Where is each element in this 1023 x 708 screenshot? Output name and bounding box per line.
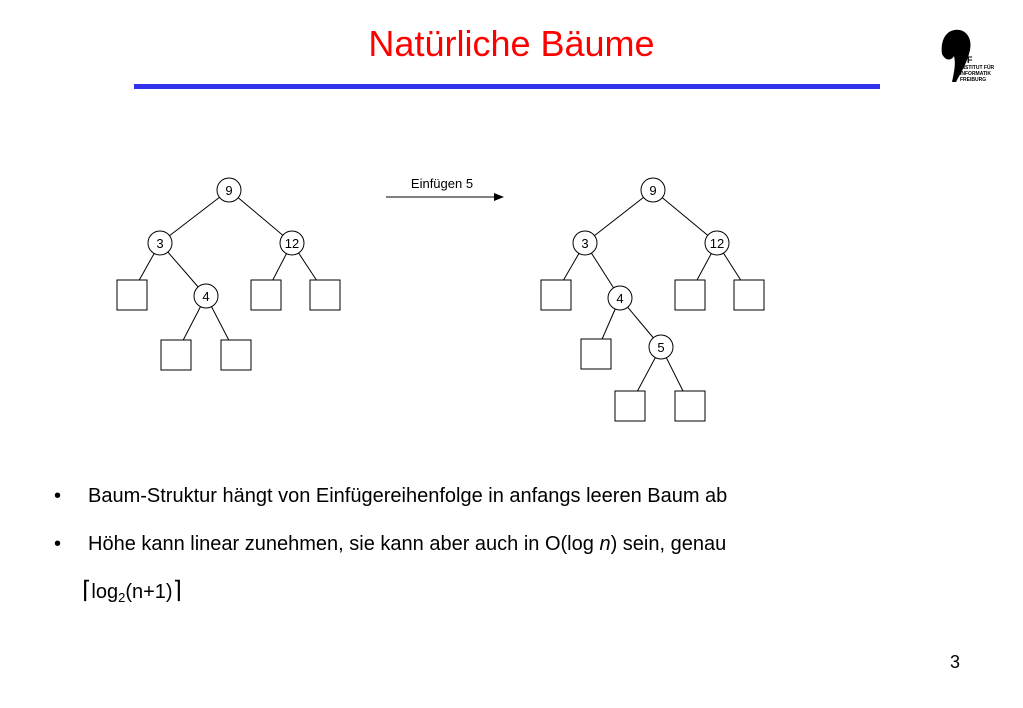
leaf-node [161,340,191,370]
node-label: 4 [616,291,624,306]
leaf-node [581,339,611,369]
node-label: 3 [581,236,589,251]
leaf-node [251,280,281,310]
leaf-node [117,280,147,310]
bullet-marker: • [54,533,62,555]
formula-log: log [91,581,119,603]
tree-before-edges [132,190,325,354]
leaf-node [675,280,705,310]
leaf-node [541,280,571,310]
node-label: 12 [709,236,725,251]
ceil-left: ⌈ [82,577,92,604]
node-label: 5 [657,340,665,355]
bullet-marker: • [54,485,62,507]
tree-after-edges [556,190,749,405]
slide-title: Natürliche Bäume [368,23,655,64]
bullet-text [88,531,726,557]
node-label: 12 [284,236,300,251]
leaf-node [310,280,340,310]
node-label: 4 [202,289,210,304]
leaf-node [675,391,705,421]
node-label: 9 [649,183,657,198]
tree-after-nodes [573,178,729,359]
bullet-text-after: ) sein, genau [610,533,727,555]
height-formula [82,578,182,605]
formula-arg: (n+1) [125,581,173,603]
formula-base: 2 [118,590,126,605]
bullet-text-italic: n [599,533,611,555]
leaf-node [615,391,645,421]
leaf-node [221,340,251,370]
logo-line: FREIBURG [960,77,987,83]
arrow-head-icon [494,193,504,201]
logo-line: INSTITUT FÜR [960,65,995,71]
page-number: 3 [950,652,961,672]
node-label: 3 [156,236,164,251]
arrow-label: Einfügen 5 [410,176,474,191]
bullet-text: Baum-Struktur hängt von Einfügereihenfolge in anfangs leeren Baum ab [88,485,728,507]
leaf-node [734,280,764,310]
ceil-right: ⌉ [172,577,182,604]
tree-before-leaves [117,280,340,370]
logo-label: IIF [960,55,974,65]
logo-line: INFORMATIK [960,71,992,77]
bullet-text-before: Höhe kann linear zunehmen, sie kann aber auch in O(log [88,533,600,555]
node-label: 9 [225,183,233,198]
